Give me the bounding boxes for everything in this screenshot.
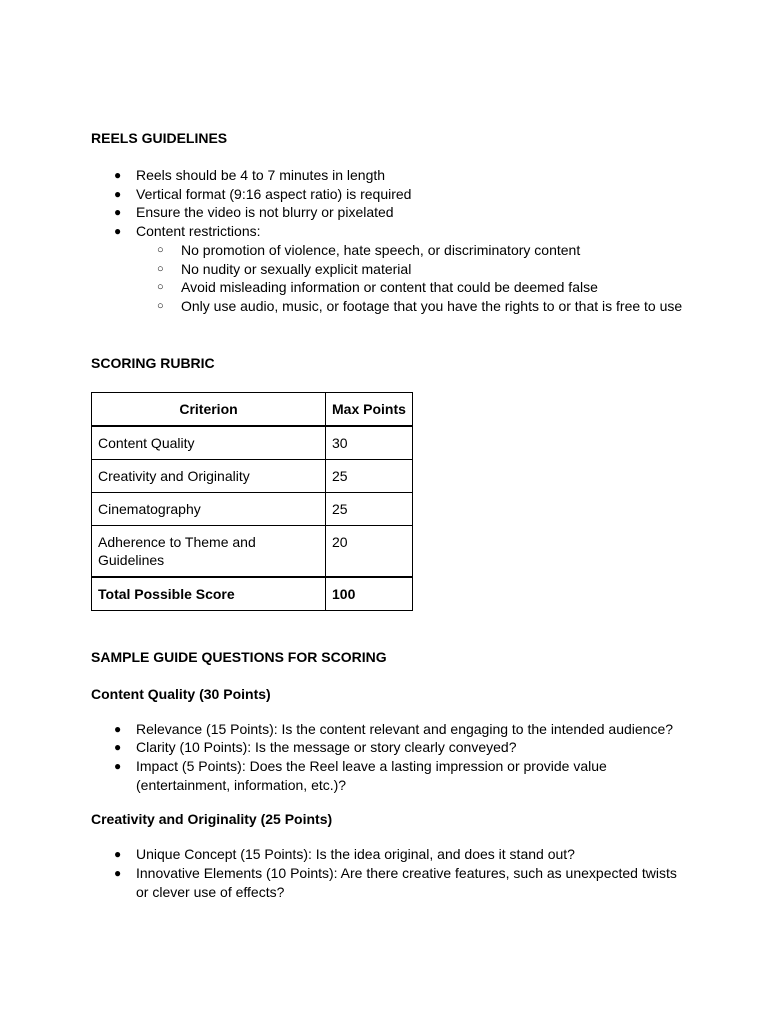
table-row xyxy=(92,426,413,460)
list-item: ● Relevance (15 Points): Is the content relevant and engaging to the intended audience? xyxy=(114,720,674,737)
criterion-cell: Cinematography xyxy=(92,492,326,525)
list-item: ● Vertical format (9:16 aspect ratio) is required xyxy=(114,185,412,202)
bullet-icon: ● xyxy=(114,721,122,736)
column-header-max-points: Max Points xyxy=(326,392,413,426)
bullet-icon: ● xyxy=(114,186,122,201)
list-item: ○ Avoid misleading information or content that could be deemed false xyxy=(157,279,598,296)
document-page xyxy=(91,129,691,902)
creativity-originality-list xyxy=(91,845,691,901)
table-total-row xyxy=(92,577,413,611)
reels-guidelines-heading: REELS GUIDELINES xyxy=(91,130,228,146)
creativity-originality-subheading: Creativity and Originality (25 Points) xyxy=(91,811,333,828)
points-cell: 20 xyxy=(326,525,413,577)
content-quality-list xyxy=(91,720,691,795)
circle-bullet-icon: ○ xyxy=(157,299,164,312)
bullet-icon: ● xyxy=(114,224,122,239)
column-header-criterion: Criterion xyxy=(92,392,326,426)
list-item: ○ No nudity or sexually explicit material xyxy=(157,260,412,277)
list-item: ○ Only use audio, music, or footage that you have the rights to or that is free to use xyxy=(157,297,683,314)
reels-guidelines-list xyxy=(91,166,691,316)
criterion-cell: Adherence to Theme and Guidelines xyxy=(92,525,326,577)
criterion-cell: Content Quality xyxy=(92,426,326,460)
list-item: ○ No promotion of violence, hate speech, or discriminatory content xyxy=(157,241,581,258)
list-item: ● Impact (5 Points): Does the Reel leave a lasting impression or provide value (entertainment, information, etc.)? xyxy=(114,758,607,793)
scoring-rubric-table xyxy=(91,392,413,611)
list-item: ● Unique Concept (15 Points): Is the idea original, and does it stand out? xyxy=(114,846,575,863)
list-item: ● Reels should be 4 to 7 minutes in length xyxy=(114,167,386,183)
content-quality-subheading: Content Quality (30 Points) xyxy=(91,685,271,702)
criterion-cell: Creativity and Originality xyxy=(92,459,326,492)
circle-bullet-icon: ○ xyxy=(157,281,164,294)
table-row xyxy=(92,459,413,492)
content-restrictions-list xyxy=(136,241,691,316)
list-item: ● Ensure the video is not blurry or pixelated xyxy=(114,204,394,221)
circle-bullet-icon: ○ xyxy=(157,243,164,256)
total-points-cell: 100 xyxy=(326,577,413,611)
points-cell: 30 xyxy=(326,426,413,460)
bullet-icon: ● xyxy=(114,168,122,182)
list-item: ● Innovative Elements (10 Points): Are there creative features, such as unexpected twists or clever use of effects? xyxy=(114,865,677,900)
points-cell: 25 xyxy=(326,459,413,492)
sample-guide-heading: SAMPLE GUIDE QUESTIONS FOR SCORING xyxy=(91,648,387,665)
bullet-icon: ● xyxy=(114,205,122,220)
points-cell: 25 xyxy=(326,492,413,525)
list-item: ● Content restrictions: ○ No promotion of violence, hate speech, or discriminatory content ○ No nudity or sexually explicit material ○ Avoid misleading information or content that could be deemed false ○ Only use audio, music, or footage that you have the rights to or that is free to use xyxy=(91,222,691,316)
circle-bullet-icon: ○ xyxy=(157,262,164,275)
table-row xyxy=(92,492,413,525)
bullet-icon: ● xyxy=(114,740,122,755)
table-header-row xyxy=(92,392,413,426)
scoring-rubric-heading: SCORING RUBRIC xyxy=(91,354,215,371)
list-item: ● Clarity (10 Points): Is the message or story clearly conveyed? xyxy=(114,739,517,756)
total-label-cell: Total Possible Score xyxy=(92,577,326,611)
bullet-icon: ● xyxy=(114,866,122,881)
bullet-icon: ● xyxy=(114,759,122,774)
table-row xyxy=(92,525,413,577)
bullet-icon: ● xyxy=(114,847,122,862)
